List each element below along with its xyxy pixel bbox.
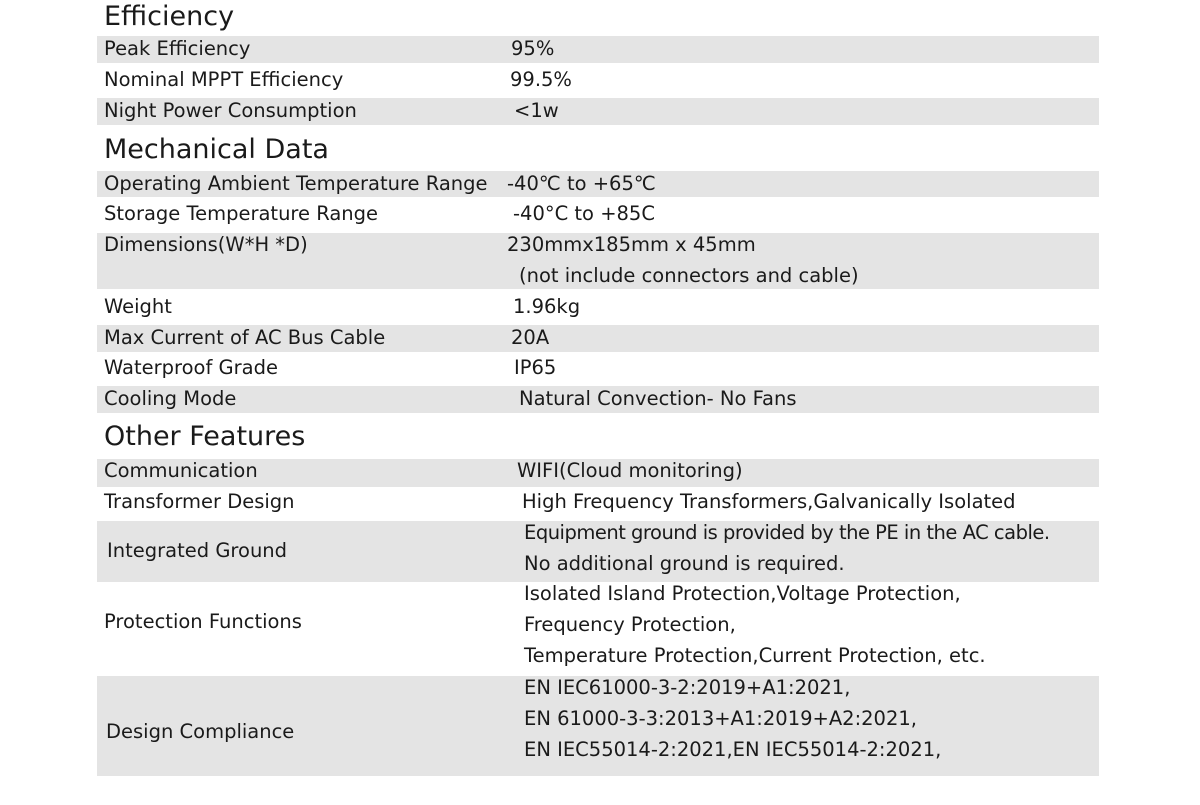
- spec-row-dimensions: [97, 233, 1099, 289]
- spec-value-line: EN IEC61000-3-2:2019+A1:2021,: [524, 676, 851, 699]
- spec-label: Design Compliance: [106, 720, 295, 743]
- spec-row-max-current-ac-bus-cable: [97, 325, 1099, 352]
- spec-value: 95%: [511, 37, 555, 60]
- section-heading-mechanical-data: Mechanical Data: [104, 134, 329, 165]
- spec-label: Communication: [104, 459, 258, 482]
- spec-label: Weight: [104, 295, 172, 318]
- spec-label: Integrated Ground: [107, 539, 288, 562]
- section-heading-efficiency: Efficiency: [104, 1, 235, 32]
- spec-label: Dimensions(W*H *D): [104, 233, 308, 256]
- spec-row-operating-temperature: [97, 171, 1099, 197]
- spec-value-line: (not include connectors and cable): [519, 264, 859, 287]
- spec-row-peak-efficiency: [97, 36, 1099, 63]
- spec-value: Natural Convection- No Fans: [519, 387, 797, 410]
- spec-value-line: No additional ground is required.: [524, 552, 845, 575]
- spec-row-storage-temperature: [97, 201, 1099, 228]
- spec-label: Protection Functions: [104, 610, 302, 633]
- spec-value-line: EN 61000-3-3:2013+A1:2019+A2:2021,: [524, 707, 917, 730]
- spec-value: -40°C to +85C: [513, 202, 655, 225]
- spec-value: 1.96kg: [513, 295, 581, 318]
- spec-value: IP65: [514, 356, 557, 379]
- spec-row-weight: [97, 294, 1099, 321]
- spec-label: Storage Temperature Range: [104, 202, 379, 225]
- spec-label: Transformer Design: [104, 490, 295, 513]
- spec-row-communication: [97, 459, 1099, 487]
- spec-label: Peak Efficiency: [104, 37, 251, 60]
- spec-row-design-compliance: [97, 676, 1099, 776]
- spec-label: Night Power Consumption: [104, 99, 357, 122]
- spec-label: Waterproof Grade: [104, 356, 278, 379]
- spec-row-protection-functions: [97, 582, 1099, 672]
- spec-value-line: Temperature Protection,Current Protection, etc.: [524, 644, 986, 667]
- spec-row-integrated-ground: [97, 521, 1099, 582]
- spec-value-line: Frequency Protection,: [524, 613, 736, 636]
- spec-label: Max Current of AC Bus Cable: [104, 326, 386, 349]
- spec-row-waterproof-grade: [97, 355, 1099, 382]
- section-heading-other-features: Other Features: [104, 421, 306, 452]
- spec-value-line: 230mmx185mm x 45mm: [507, 233, 756, 256]
- spec-row-transformer-design: [97, 489, 1099, 517]
- spec-label: Operating Ambient Temperature Range: [104, 172, 488, 195]
- spec-value: <1w: [514, 99, 559, 122]
- spec-label: Nominal MPPT Efficiency: [104, 68, 344, 91]
- spec-row-night-power-consumption: [97, 98, 1099, 125]
- spec-value-line: Isolated Island Protection,Voltage Protection,: [524, 582, 961, 605]
- spec-value-line: Equipment ground is provided by the PE in the AC cable.: [524, 521, 1050, 544]
- spec-value: High Frequency Transformers,Galvanically Isolated: [522, 490, 1016, 513]
- spec-label: Cooling Mode: [104, 387, 237, 410]
- spec-row-cooling-mode: [97, 386, 1099, 413]
- spec-row-nominal-mppt-efficiency: [97, 67, 1099, 94]
- spec-value: 20A: [511, 326, 550, 349]
- spec-value: WIFI(Cloud monitoring): [517, 459, 743, 482]
- spec-value: -40℃ to +65℃: [507, 172, 656, 195]
- spec-value: 99.5%: [510, 68, 572, 91]
- spec-value-line: EN IEC55014-2:2021,EN IEC55014-2:2021,: [524, 738, 942, 761]
